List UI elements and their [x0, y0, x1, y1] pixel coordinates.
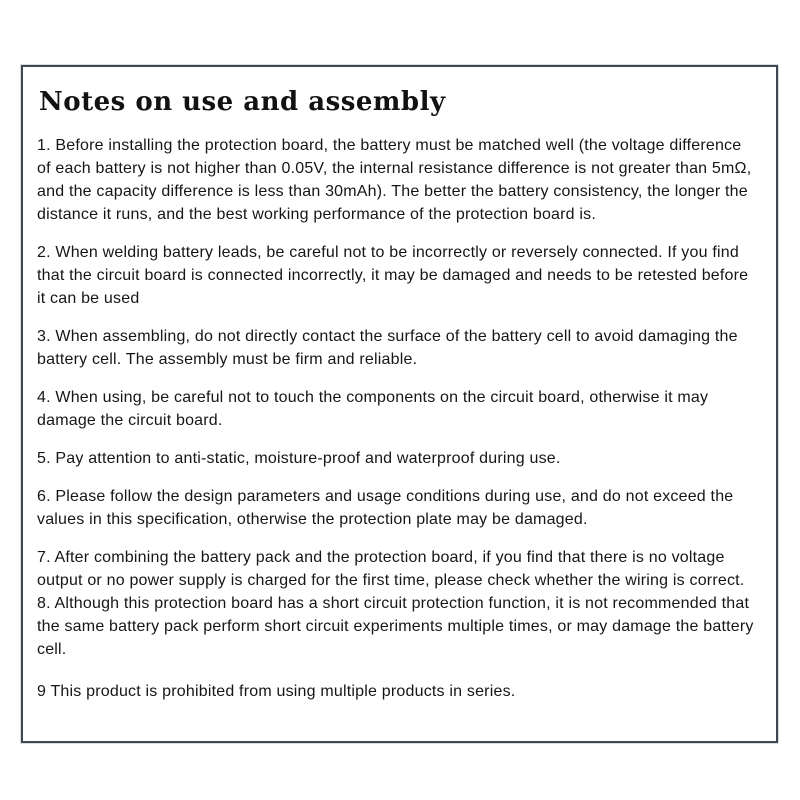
- note-item-4: 4. When using, be careful not to touch the components on the circuit board, otherwise it may damage the circuit board.: [37, 389, 709, 429]
- notes-list: [37, 134, 758, 703]
- note-item-9: 9 This product is prohibited from using multiple products in series.: [37, 683, 516, 700]
- note-item-5: 5. Pay attention to anti-static, moisture-proof and waterproof during use.: [37, 450, 561, 467]
- note-item-1: 1. Before installing the protection board, the battery must be matched well (the voltage difference of each battery is not higher than 0.05V, the internal resistance difference is not greater than 5mΩ, and the capacity difference is less than 30mAh). The better the battery consistency, the longer the distance it runs, and the best working performance of the protection board is.: [37, 137, 752, 223]
- page-title: Notes on use and assembly: [39, 87, 446, 117]
- note-item-2: 2. When welding battery leads, be careful not to be incorrectly or reversely connected. If you find that the circuit board is connected incorrectly, it may be damaged and needs to be retested before it can be used: [37, 244, 749, 307]
- note-item-7: 7. After combining the battery pack and the protection board, if you find that there is no voltage output or no power supply is charged for the first time, please check whether the wiring is correct.: [37, 549, 745, 589]
- notes-panel: [21, 65, 778, 743]
- note-item-8: 8. Although this protection board has a short circuit protection function, it is not recommended that the same battery pack perform short circuit experiments multiple times, or may damage the battery cell.: [37, 595, 754, 658]
- note-item-6: 6. Please follow the design parameters and usage conditions during use, and do not exceed the values in this specification, otherwise the protection plate may be damaged.: [37, 488, 734, 528]
- note-item-3: 3. When assembling, do not directly contact the surface of the battery cell to avoid damaging the battery cell. The assembly must be firm and reliable.: [37, 328, 738, 368]
